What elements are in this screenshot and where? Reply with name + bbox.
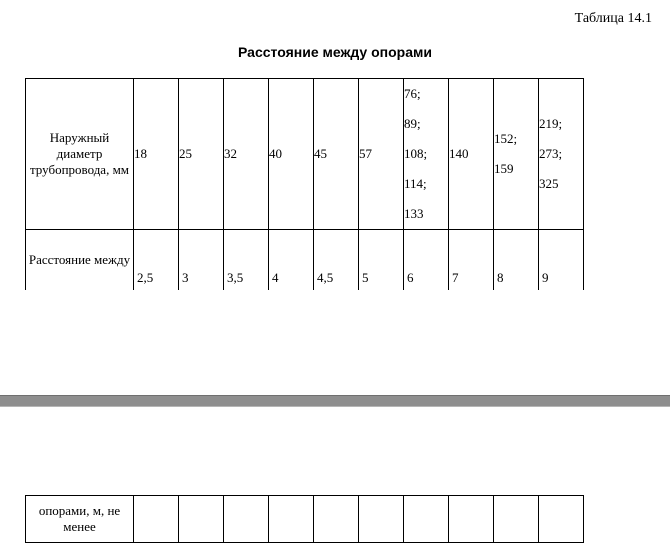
page-separator — [0, 395, 670, 407]
diameter-cell — [494, 79, 539, 230]
diameter-value: 108; — [404, 146, 428, 161]
diameter-cell — [269, 79, 314, 230]
diameter-value: 25 — [179, 146, 192, 161]
diameter-header-cell: Наружный диаметр трубопровода, мм — [26, 79, 134, 230]
distance-cell — [539, 230, 584, 290]
diameter-value: 18 — [134, 146, 147, 161]
distance-cell — [269, 230, 314, 290]
diameter-cell — [359, 79, 404, 230]
spacing-table-continuation — [25, 495, 584, 543]
spacing-table — [25, 78, 584, 290]
diameter-value: 45 — [314, 146, 327, 161]
distance-value: 7 — [452, 269, 459, 285]
diameter-value: 40 — [269, 146, 282, 161]
diameter-cell — [404, 79, 449, 230]
diameter-value: 32 — [224, 146, 237, 161]
distance-cell — [314, 230, 359, 290]
diameter-value: 140 — [449, 146, 469, 161]
diameter-cell — [539, 79, 584, 230]
diameter-value: 114; — [404, 176, 427, 191]
diameter-value: 76; — [404, 86, 421, 101]
empty-cell — [134, 496, 179, 543]
table-row — [26, 79, 584, 230]
empty-cell — [494, 496, 539, 543]
distance-value: 4,5 — [317, 269, 334, 285]
diameter-cell — [134, 79, 179, 230]
empty-cell — [314, 496, 359, 543]
distance-value: 6 — [407, 269, 414, 285]
diameter-cell — [179, 79, 224, 230]
distance-cell — [359, 230, 404, 290]
diameter-value: 89; — [404, 116, 421, 131]
diameter-value: 219; — [539, 116, 563, 131]
distance-value: 8 — [497, 269, 504, 285]
diameter-value: 159 — [494, 161, 514, 176]
diameter-value: 133 — [404, 206, 424, 221]
empty-cell — [449, 496, 494, 543]
table-title: Расстояние между опорами — [238, 44, 432, 60]
distance-value: 3,5 — [227, 269, 244, 285]
table-number-label: Таблица 14.1 — [574, 11, 652, 26]
diameter-value: 325 — [539, 176, 559, 191]
distance-cell — [179, 230, 224, 290]
distance-header-cell: Расстояние между — [26, 230, 134, 290]
distance-cell — [134, 230, 179, 290]
diameter-cell — [449, 79, 494, 230]
empty-cell — [179, 496, 224, 543]
distance-value: 4 — [272, 269, 279, 285]
diameter-value: 273; — [539, 146, 563, 161]
empty-cell — [359, 496, 404, 543]
diameter-cell — [224, 79, 269, 230]
distance-cell — [449, 230, 494, 290]
diameter-cell — [314, 79, 359, 230]
distance-cell — [404, 230, 449, 290]
distance-cell — [224, 230, 269, 290]
table-row — [26, 230, 584, 290]
distance-value: 2,5 — [137, 269, 154, 285]
empty-cell — [269, 496, 314, 543]
distance-header-cont-cell: опорами, м, не менее — [26, 496, 134, 543]
table-row — [26, 496, 584, 543]
diameter-value: 57 — [359, 146, 372, 161]
empty-cell — [539, 496, 584, 543]
distance-value: 5 — [362, 269, 369, 285]
distance-value: 3 — [182, 269, 189, 285]
empty-cell — [224, 496, 269, 543]
distance-value: 9 — [542, 269, 549, 285]
empty-cell — [404, 496, 449, 543]
distance-cell — [494, 230, 539, 290]
diameter-value: 152; — [494, 131, 518, 146]
